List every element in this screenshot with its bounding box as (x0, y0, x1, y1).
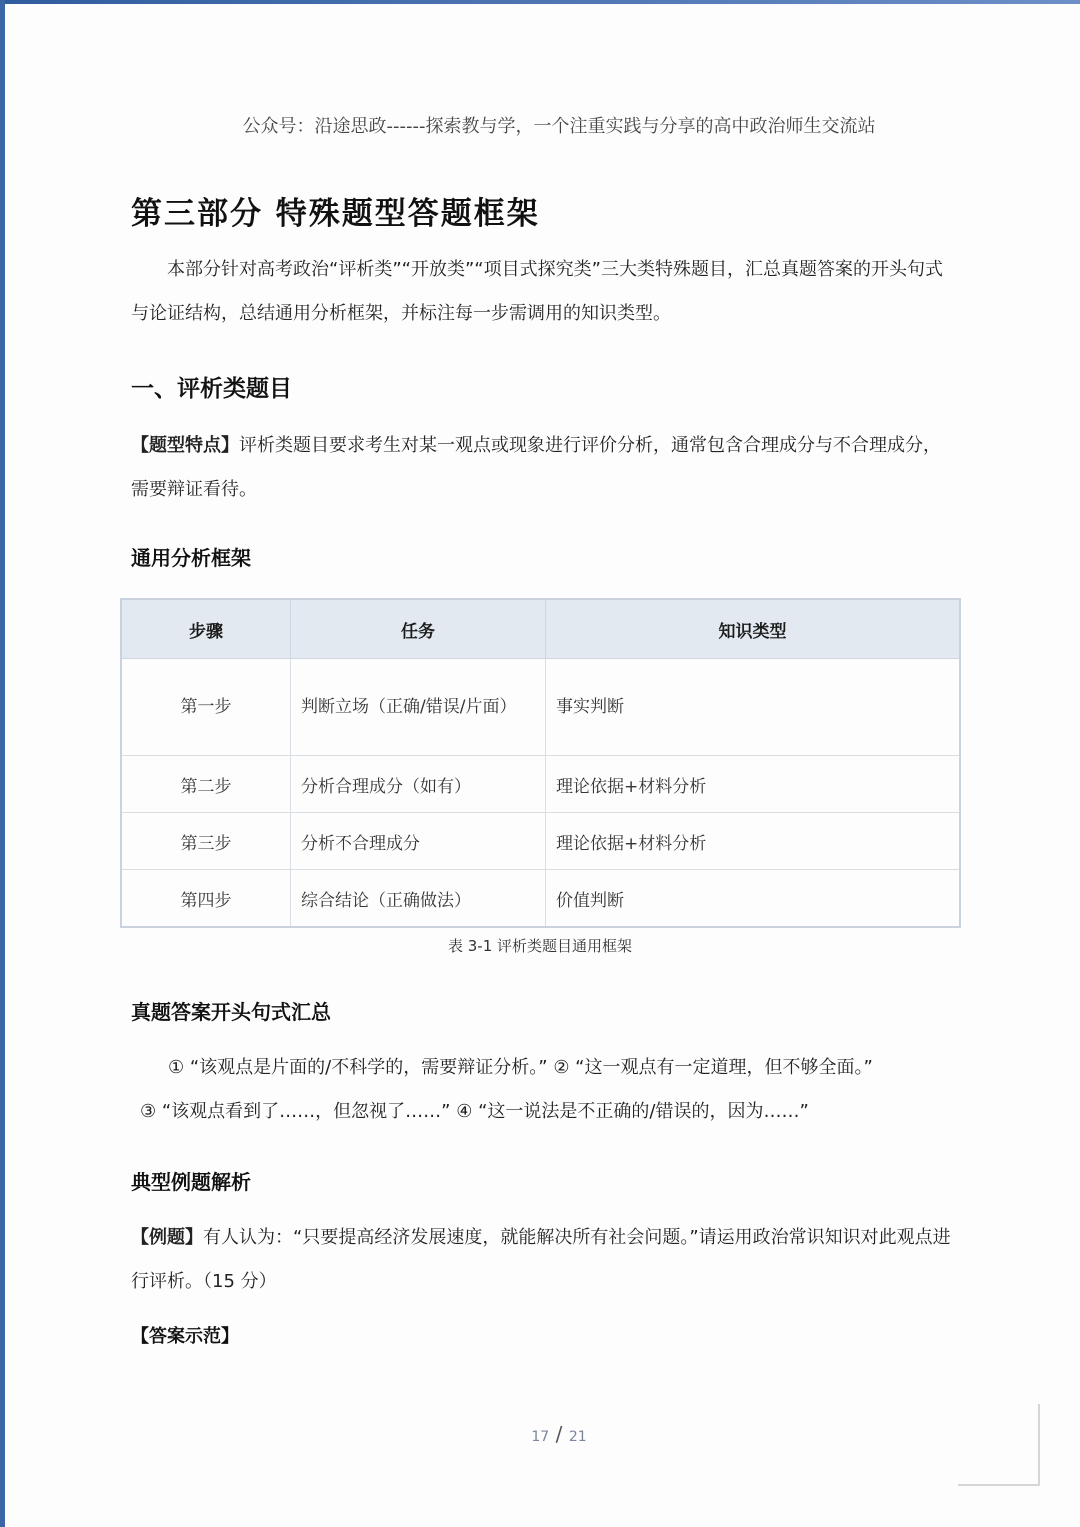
table-row (121, 870, 960, 928)
example-label: 【例题】 (131, 1227, 203, 1248)
header-task: 任务 (291, 599, 546, 659)
header-knowledge: 知识类型 (546, 599, 961, 659)
row-knowledge: 价值判断 (546, 870, 961, 928)
header-note: 公众号：沿途思政------探索教与学，一个注重实践与分享的高中政治师生交流站 (242, 116, 876, 137)
phrases-line-1 (140, 1046, 960, 1090)
phrases-title: 真题答案开头句式汇总 (131, 1000, 331, 1024)
page-number (0, 1422, 1080, 1446)
row-knowledge: 理论依据+材料分析 (546, 756, 961, 813)
framework-title: 通用分析框架 (131, 546, 251, 570)
example-text: 有人认为：“只要提高经济发展速度，就能解决所有社会问题。”请运用政治常识知识对此观点进行评析。（15 分） (131, 1227, 951, 1292)
framework-table (120, 598, 961, 928)
left-accent-rule (0, 0, 5, 1527)
table-row (121, 659, 960, 756)
intro-paragraph (131, 248, 951, 336)
answer-label: 【答案示范】 (131, 1326, 239, 1347)
row-task: 判断立场（正确/错误/片面） (291, 659, 546, 756)
table-row (121, 756, 960, 813)
table-header-row (121, 599, 960, 659)
row-task: 综合结论（正确做法） (291, 870, 546, 928)
table-caption: 表 3-1 评析类题目通用框架 (447, 937, 633, 955)
example-paragraph (131, 1216, 961, 1304)
part-title: 第三部分 特殊题型答题框架 (131, 196, 540, 232)
header-step: 步骤 (121, 599, 291, 659)
page-total: 21 (568, 1429, 587, 1445)
row-step: 第三步 (121, 813, 291, 870)
page-current: 17 (531, 1429, 550, 1445)
phrases-list (140, 1046, 960, 1134)
phrases-line-2 (140, 1090, 960, 1134)
intro-text: 本部分针对高考政治“评析类”“开放类”“项目式探究类”三大类特殊题目，汇总真题答案的开头句式与论证结构，总结通用分析框架，并标注每一步需调用的知识类型。 (131, 259, 943, 324)
feature-paragraph (131, 424, 951, 512)
page-corner-mark (958, 1404, 1040, 1486)
phrase-item: ② “这一观点有一定道理，但不够全面。” (553, 1057, 873, 1078)
feature-label: 【题型特点】 (131, 435, 239, 456)
example-title: 典型例题解析 (131, 1170, 251, 1194)
phrase-item: ③ “该观点看到了……，但忽视了……” (140, 1101, 451, 1122)
row-task: 分析不合理成分 (291, 813, 546, 870)
row-step: 第四步 (121, 870, 291, 928)
top-accent-rule (0, 0, 1080, 4)
page-separator: / (555, 1422, 563, 1446)
row-task: 分析合理成分（如有） (291, 756, 546, 813)
row-step: 第一步 (121, 659, 291, 756)
section-title: 一、评析类题目 (131, 376, 292, 402)
row-knowledge: 事实判断 (546, 659, 961, 756)
row-knowledge: 理论依据+材料分析 (546, 813, 961, 870)
feature-text: 评析类题目要求考生对某一观点或现象进行评价分析，通常包含合理成分与不合理成分，需要辩证看待。 (131, 435, 941, 500)
phrase-item: ④ “这一说法是不正确的/错误的，因为……” (456, 1101, 809, 1122)
row-step: 第二步 (121, 756, 291, 813)
phrase-item: ① “该观点是片面的/不科学的，需要辩证分析。” (168, 1057, 548, 1078)
table-row (121, 813, 960, 870)
